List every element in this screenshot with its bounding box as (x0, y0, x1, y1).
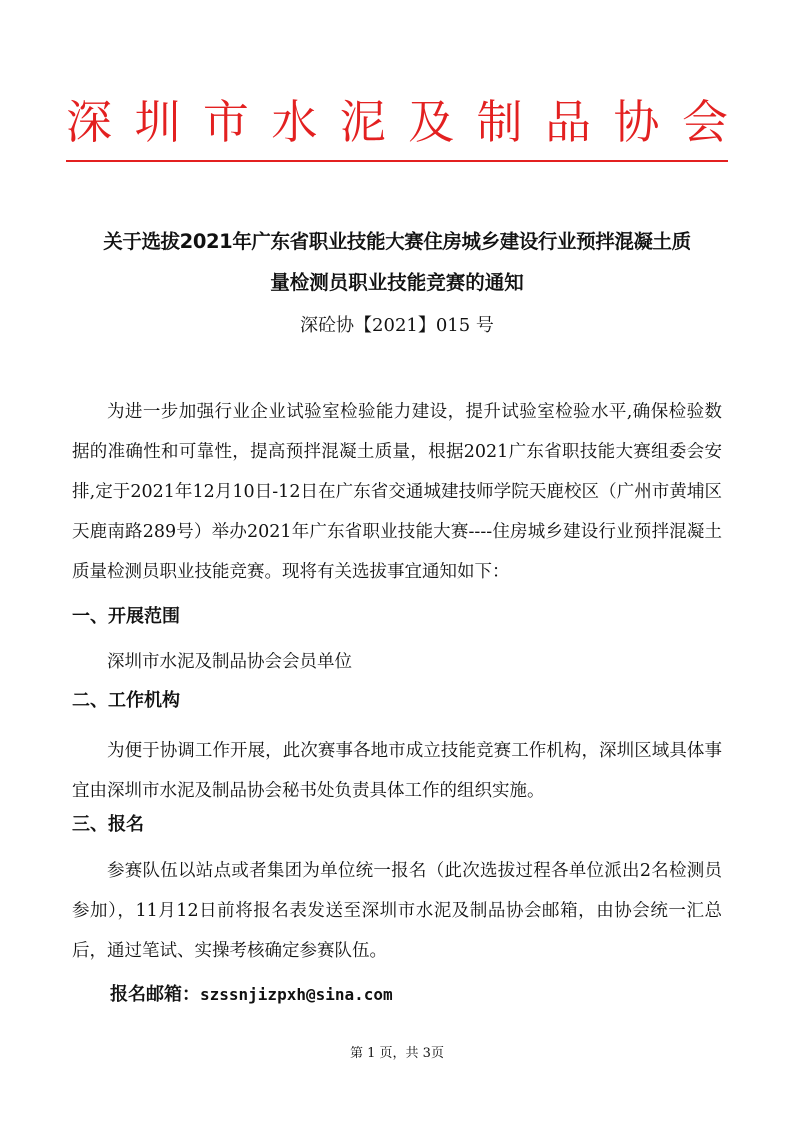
letterhead-char: 会 (681, 95, 728, 149)
section-heading-organization: 二、工作机构 (72, 690, 180, 711)
document-title-line-1: 关于选拔2021年广东省职业技能大赛住房城乡建设行业预拌混凝土质 (103, 230, 691, 253)
letterhead-char: 水 (271, 95, 318, 149)
section-body-organization: 为便于协调工作开展，此次赛事各地市成立技能竞赛工作机构，深圳区域具体事宜由深圳市水泥及制品协会秘书处负责具体工作的组织实施。 (72, 741, 722, 801)
letterhead-divider (66, 160, 728, 162)
document-number: 深砼协【2021】015 号 (300, 315, 494, 336)
section-heading-registration: 三、报名 (72, 814, 144, 835)
page-footer: 第 1 页，共 3页 (350, 1046, 444, 1061)
letterhead-char: 品 (545, 95, 592, 149)
email-label: 报名邮箱： (110, 984, 200, 1005)
section-heading-scope: 一、开展范围 (72, 606, 180, 627)
letterhead-char: 泥 (339, 95, 386, 149)
letterhead-char: 协 (613, 95, 660, 149)
letterhead-char: 及 (408, 95, 455, 149)
section-body-registration: 参赛队伍以站点或者集团为单位统一报名（此次选拔过程各单位派出2名检测员参加），11月12日前将报名表发送至深圳市水泥及制品协会邮箱，由协会统一汇总后，通过笔试、实操考核确定参赛队伍。 (72, 861, 722, 961)
letterhead-char: 制 (476, 95, 523, 149)
section-body-scope: 深圳市水泥及制品协会会员单位 (107, 652, 352, 672)
letterhead-org-name (66, 92, 728, 152)
registration-email-line (110, 980, 393, 1010)
email-address: szssnjizpxh@sina.com (200, 985, 393, 1004)
letterhead-char: 圳 (134, 95, 181, 149)
document-title-line-2: 量检测员职业技能竞赛的通知 (270, 271, 524, 294)
letterhead-char: 深 (66, 95, 112, 149)
letterhead-char: 市 (202, 95, 249, 149)
intro-paragraph: 为进一步加强行业企业试验室检验能力建设，提升试验室检验水平,确保检验数据的准确性和可靠性，提高预拌混凝土质量，根据2021广东省职技能大赛组委会安排,定于2021年12月10日-12日在广东省交通城建技师学院天鹿校区（广州市黄埔区天鹿南路289号）举办2021年广东省职业技能大赛----住房城乡建设行业预拌混凝土质量检测员职业技能竞赛。现将有关选拔事宜通知如下： (72, 402, 722, 582)
